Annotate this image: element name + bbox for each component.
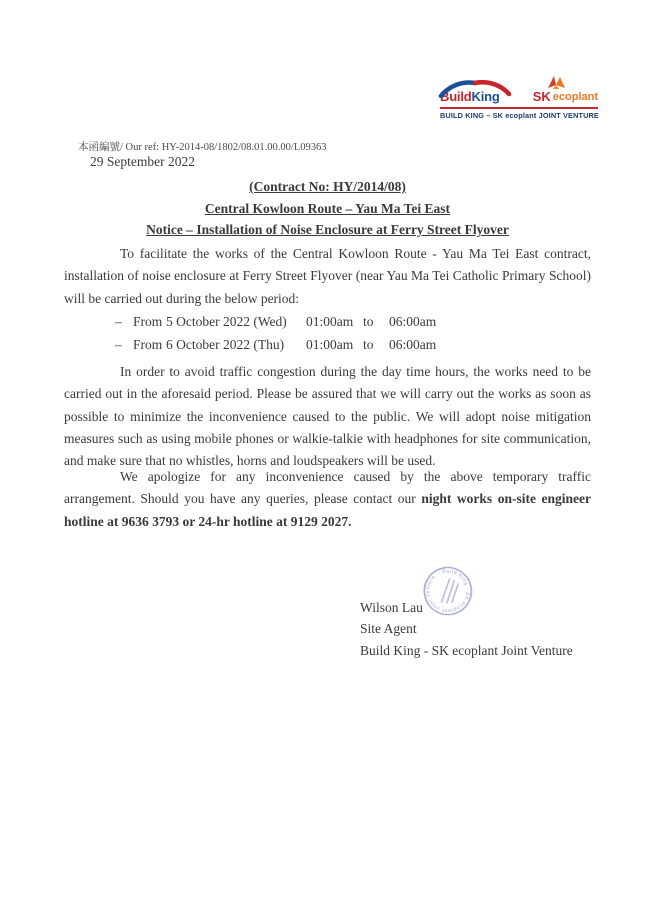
build-king-arc-icon [438, 80, 512, 98]
ecoplant-text: ecoplant [552, 91, 598, 103]
king-text: King [471, 89, 500, 104]
sk-butterfly-icon [547, 76, 567, 90]
build-king-logo [440, 90, 500, 104]
sk-text: SK [532, 89, 551, 104]
letter-date: 29 September 2022 [90, 154, 195, 169]
dash-bullet: – [115, 336, 122, 352]
title-block [64, 176, 591, 241]
schedule-date: 5 October 2022 (Wed) [166, 314, 287, 329]
intro-paragraph: To facilitate the works of the Central Kowloon Route - Yau Ma Tei East contract, installation of noise enclosure at Ferry Street Flyover (near Yau Ma Tei Catholic Primary School) will be carried out during the below period: [64, 246, 591, 306]
schedule-row-2 [115, 334, 436, 357]
logo-divider-rule [440, 107, 598, 109]
start-time: 01:00am [306, 336, 354, 352]
to-label: to [363, 336, 374, 352]
contract-no-title: (Contract No: HY/2014/08) [249, 179, 406, 194]
joint-venture-tagline: BUILD KING – SK ecoplant JOINT VENTURE [440, 111, 599, 120]
dash-bullet: – [115, 314, 122, 329]
apology-paragraph [64, 466, 591, 533]
from-label: From [133, 314, 163, 329]
our-ref-line [78, 139, 327, 154]
hotline-text: night works on-site engineer hotline at 9636 3793 or 24-hr hotline at 9129 2027. [64, 491, 591, 529]
end-time: 06:00am [389, 314, 437, 329]
notice-title: Notice – Installation of Noise Enclosure at Ferry Street Flyover [146, 222, 509, 237]
mitigation-paragraph: In order to avoid traffic congestion during the day time hours, the works need to be carried out in the aforesaid period. Please be assured that we will carry out the works as soon as possible to minimize the inconvenience caused to the public. We will adopt noise mitigation measures such as using mobile phones or walkie-talkie with headphones for site communication, and make sure that no whistles, horns and loudspeakers will be used. [64, 364, 591, 469]
to-label: to [363, 314, 374, 329]
our-ref-label: 本函編號/ Our ref: [78, 142, 160, 153]
from-label: From [133, 336, 163, 352]
logo-row [440, 78, 598, 104]
signatory-name: Wilson Lau [360, 600, 423, 615]
schedule-date: 6 October 2022 (Thu) [166, 336, 285, 352]
joint-venture-logo [440, 78, 598, 120]
end-time: 06:00am [389, 336, 437, 352]
signatory-company: Build King - SK ecoplant Joint Venture [360, 642, 573, 658]
signature-block [360, 597, 573, 661]
signatory-title: Site Agent [360, 621, 417, 637]
start-time: 01:00am [306, 314, 354, 329]
schedule-row-1 [115, 311, 436, 334]
apology-text: We apologize for any inconvenience caused by the above temporary traffic arrangement. Should you have any queries, please contact our [64, 469, 591, 507]
our-ref-value: HY-2014-08/1802/08.01.00.00/L09363 [161, 142, 327, 153]
project-title: Central Kowloon Route – Yau Ma Tei East [204, 200, 451, 216]
sk-ecoplant-logo [533, 90, 598, 104]
build-text: Build [440, 89, 472, 104]
stamp-rim-text: Build King - SK ecoplant Joint Venture [425, 568, 471, 614]
works-schedule-list [115, 311, 436, 356]
